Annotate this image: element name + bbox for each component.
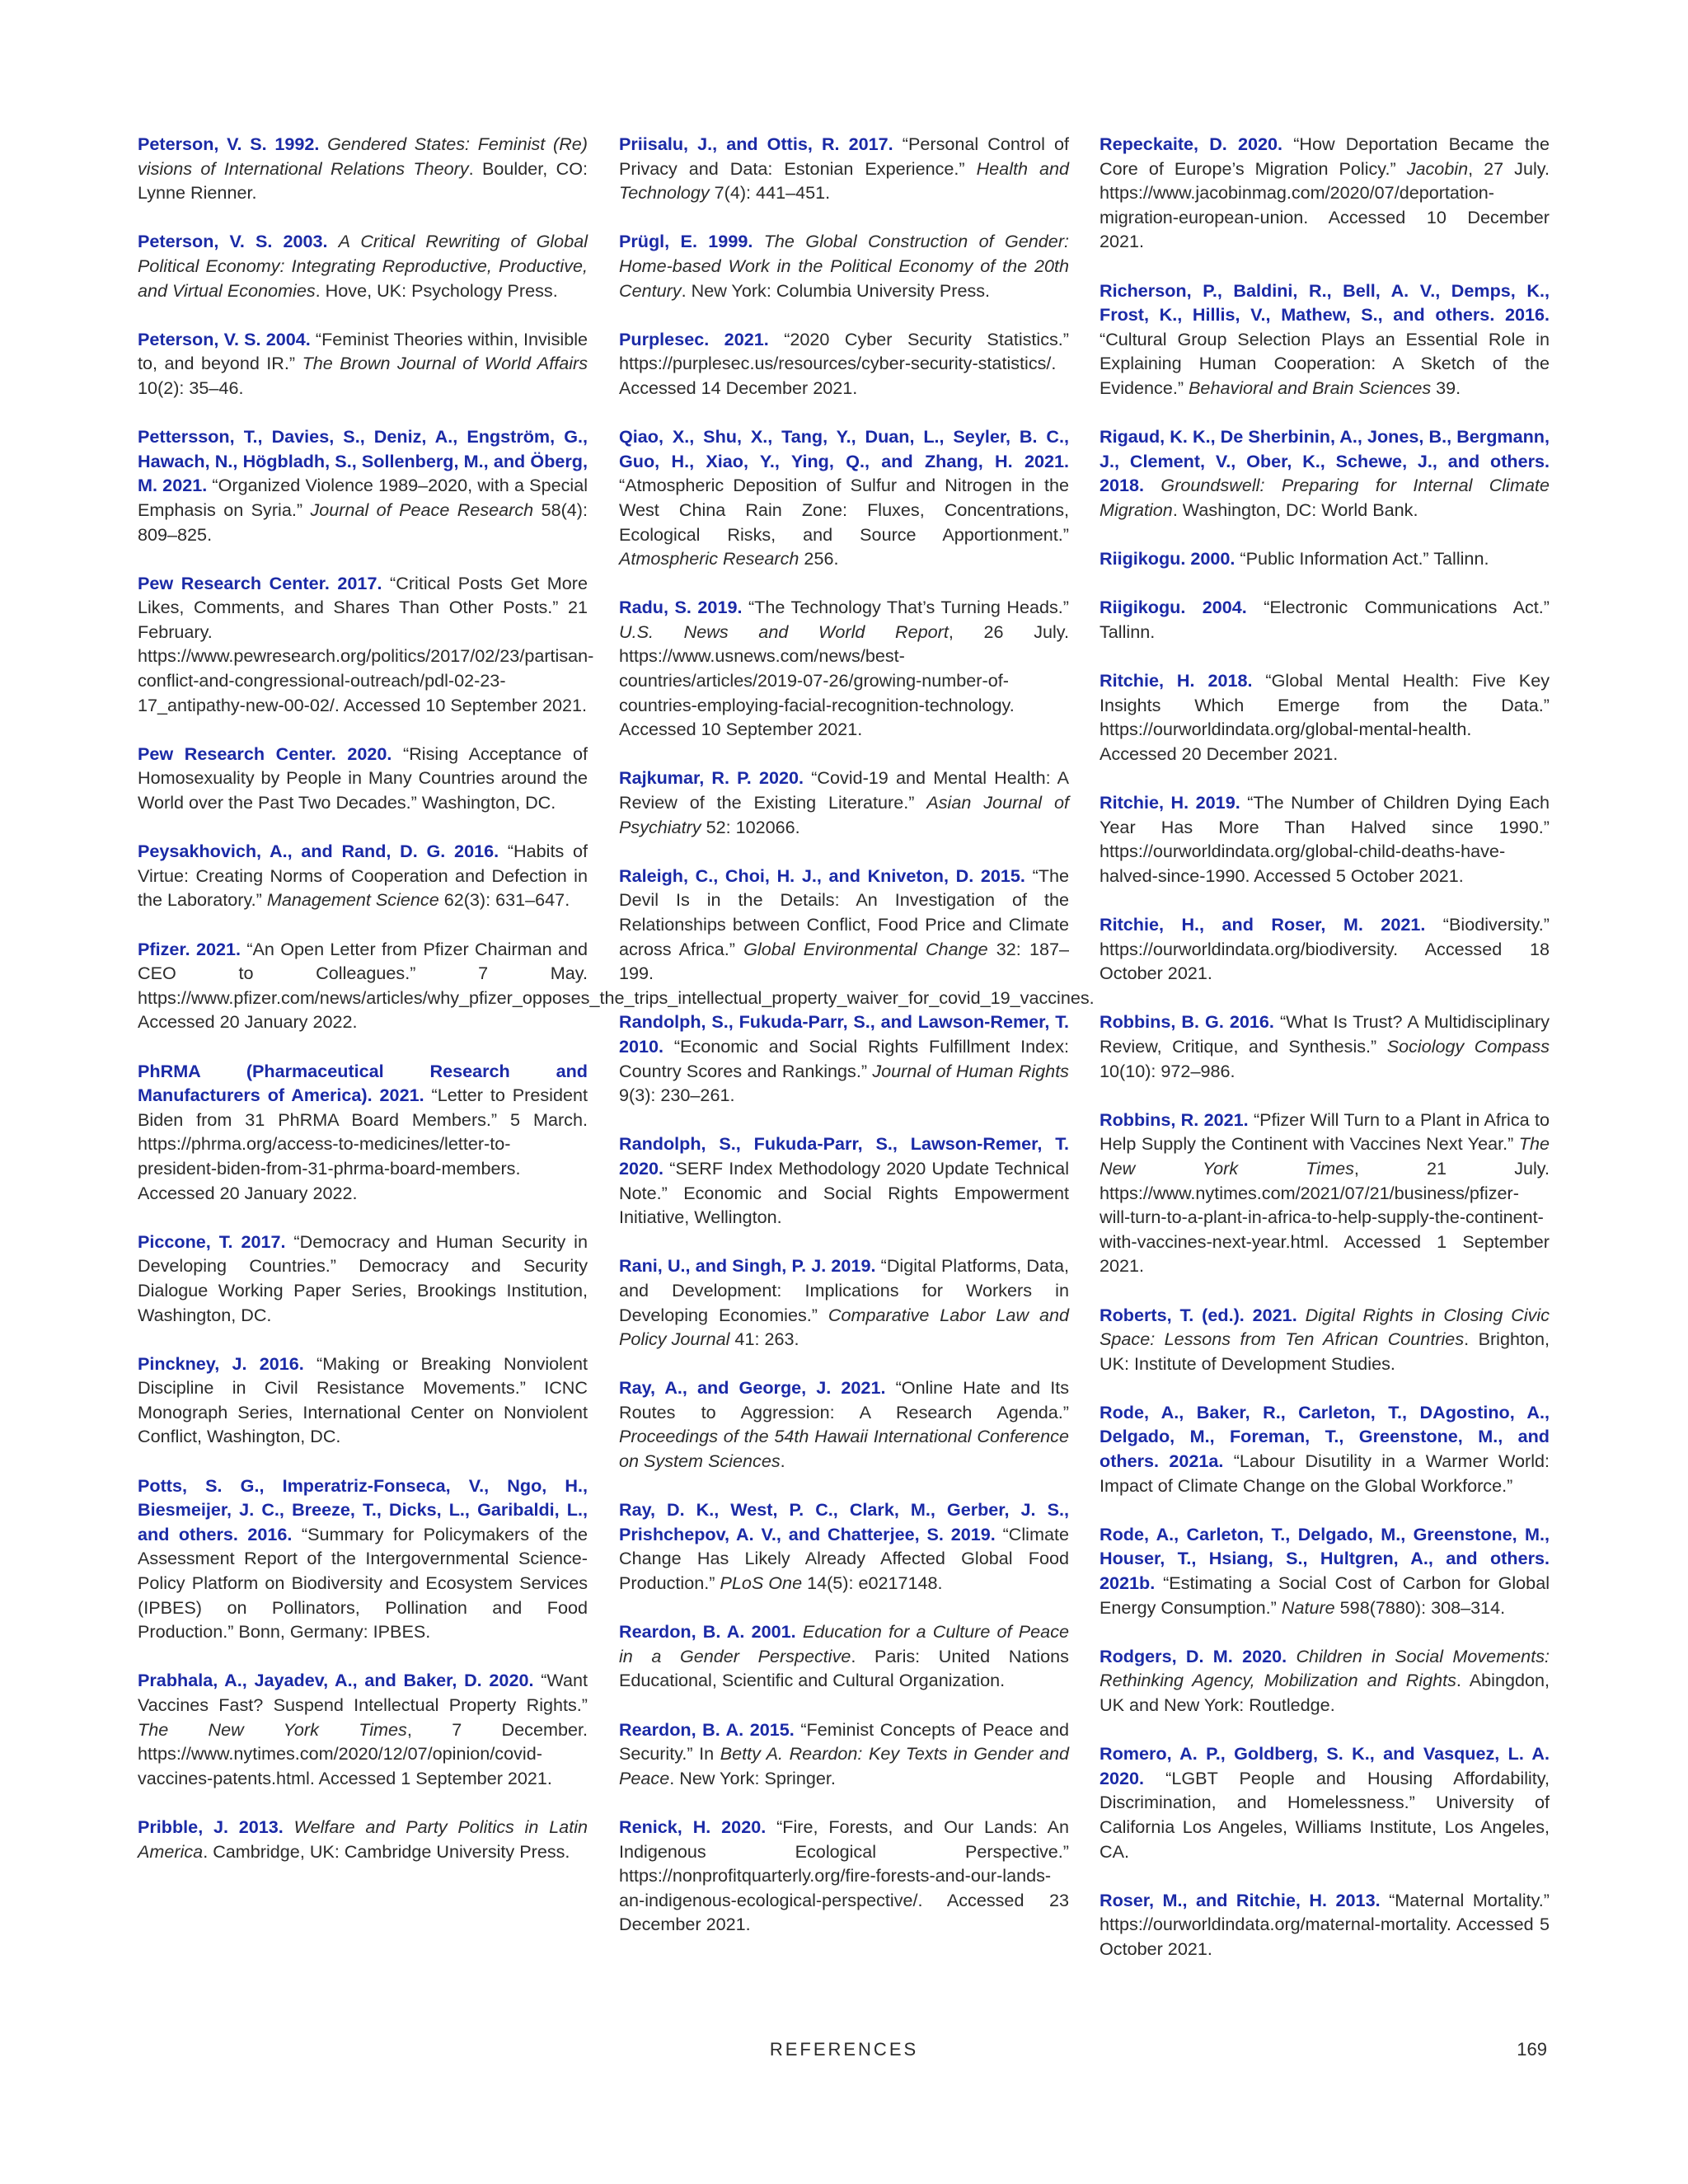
reference-title-italic: The New York Times xyxy=(1100,1133,1550,1179)
reference-text: 14(5): e0217148. xyxy=(802,1572,943,1594)
reference-entry xyxy=(138,424,588,546)
reference-entry xyxy=(619,327,1069,401)
reference-text: “Covid-19 and Mental Health: A Review of the Existing Literature.” xyxy=(619,767,1069,813)
reference-title-italic: Journal of Human Rights xyxy=(872,1060,1069,1081)
reference-author-year: Priisalu, J., and Ottis, R. 2017. xyxy=(619,134,893,154)
reference-text: “Digital Platforms, Data, and Development: Implications for Workers in Developing Economies.” xyxy=(619,1255,1069,1325)
reference-text: 9(3): 230–261. xyxy=(619,1085,735,1106)
reference-text: . New York: Springer. xyxy=(669,1767,836,1788)
reference-entry xyxy=(619,1619,1069,1693)
reference-title-italic: Behavioral and Brain Sciences xyxy=(1189,377,1432,398)
reference-title-italic: The Global Construction of Gender: Home-based Work in the Political Economy of the 20th Century xyxy=(619,231,1070,301)
reference-text: “An Open Letter from Pfizer Chairman and CEO to Colleagues.” 7 May. https://www.pfizer.com/news/articles/why_pfizer_opposes_the_trips_intellectual_property_waiver_for_covid_19_vaccines. Accessed 20 January 2022. xyxy=(138,938,1095,1033)
reference-text xyxy=(1297,1305,1306,1325)
reference-author-year: Rigaud, K. K., De Sherbinin, A., Jones, B., Bergmann, J., Clement, V., Ober, K., Schewe, J., and others. 2018. xyxy=(1100,426,1550,496)
reference-author-year: Radu, S. 2019. xyxy=(619,597,743,618)
reference-entry xyxy=(619,1815,1069,1937)
reference-entry xyxy=(1100,1400,1550,1497)
reference-title-italic: The New York Times xyxy=(138,1718,407,1740)
reference-title-italic: Digital Rights in Closing Civic Space: Lessons from Ten African Countries xyxy=(1100,1304,1550,1350)
reference-text: . Paris: United Nations Educational, Scientific and Cultural Organization. xyxy=(619,1645,1069,1691)
reference-author-year: Renick, H. 2020. xyxy=(619,1816,767,1837)
reference-text xyxy=(328,231,339,251)
running-footer-title: REFERENCES xyxy=(769,2039,919,2060)
reference-entry xyxy=(619,1132,1069,1229)
reference-entry xyxy=(138,1352,588,1449)
reference-text: 32: 187–199. xyxy=(619,938,1070,984)
reference-title-italic: Asian Journal of Psychiatry xyxy=(619,792,1069,837)
reference-author-year: Rajkumar, R. P. 2020. xyxy=(619,767,804,789)
reference-title-italic: Journal of Peace Research xyxy=(310,499,534,520)
reference-entry xyxy=(619,595,1069,742)
reference-text: 58(4): 809–825. xyxy=(138,499,588,545)
reference-author-year: Ray, A., and George, J. 2021. xyxy=(619,1377,886,1399)
reference-author-year: Peterson, V. S. 2003. xyxy=(138,231,328,252)
reference-text: . Washington, DC: World Bank. xyxy=(1172,499,1418,520)
reference-text: “LGBT People and Housing Affordability, Discrimination, and Homelessness.” University of California Los Angeles, Williams Institute, Los Angeles, CA. xyxy=(1100,1767,1550,1862)
reference-text: 39. xyxy=(1431,377,1461,398)
reference-text: “Fire, Forests, and Our Lands: An Indigenous Ecological Perspective.” https://nonprofitquarterly.org/fire-forests-and-our-lands-an-indigenous-ecological-perspective/. Accessed 23 December 2021. xyxy=(619,1816,1069,1935)
reference-entry xyxy=(1100,1010,1550,1083)
reference-text: “Economic and Social Rights Fulfillment Index: Country Scores and Rankings.” xyxy=(619,1035,1069,1081)
reference-author-year: Repeckaite, D. 2020. xyxy=(1100,134,1283,154)
reference-title-italic: PLoS One xyxy=(720,1572,803,1594)
reference-text: “How Deportation Became the Core of Europe’s Migration Policy.” xyxy=(1100,134,1550,179)
reference-text: 7(4): 441–451. xyxy=(709,182,831,204)
reference-author-year: Pinckney, J. 2016. xyxy=(138,1352,304,1374)
reference-text: “Summary for Policymakers of the Assessment Report of the Intergovernmental Science-Policy Platform on Biodiversity and Ecosystem Services (IPBES) on Pollinators, Pollination and Food Production.” Bonn, Germany: IPBES. xyxy=(138,1523,588,1643)
reference-text: “Online Hate and Its Routes to Aggression: A Research Agenda.” xyxy=(619,1377,1069,1422)
reference-text: “Labour Disutility in a Warmer World: Impact of Climate Change on the Global Workforce.” xyxy=(1100,1451,1550,1496)
reference-text: . Hove, UK: Psychology Press. xyxy=(315,279,558,301)
reference-entry xyxy=(619,132,1069,205)
reference-text: “Habits of Virtue: Creating Norms of Cooperation and Defection in the Laboratory.” xyxy=(138,841,588,911)
reference-entry xyxy=(619,864,1069,986)
reference-author-year: Raleigh, C., Choi, H. J., and Kniveton, D. 2015. xyxy=(619,865,1025,886)
reference-text: . Brighton, UK: Institute of Development Studies. xyxy=(1100,1329,1550,1374)
reference-text: “The Devil Is in the Details: An Investigation of the Relationships between Conflict, Food Price and Climate across Africa.” xyxy=(619,865,1069,959)
reference-text: 598(7880): 308–314. xyxy=(1334,1596,1506,1618)
reference-text xyxy=(284,1816,294,1837)
reference-entry xyxy=(1100,1108,1550,1278)
reference-text: “Feminist Concepts of Peace and Security.” In xyxy=(619,1718,1069,1765)
reference-entry xyxy=(138,1474,588,1644)
reference-text: , 27 July. https://www.jacobinmag.com/2020/07/deportation-migration-european-union. Accessed 10 December 2021. xyxy=(1100,157,1550,252)
reference-text: “Climate Change Has Likely Already Affected Global Food Production.” xyxy=(619,1523,1069,1594)
reference-text: “Critical Posts Get More Likes, Comments, and Shares Than Other Posts.” 21 February. https://www.pewresearch.org/politics/2017/02/23/partisan-conflict-and-congressional-outreach/pdl-02-23-17_antipathy-new-00-02/. Accessed 10 September 2021. xyxy=(138,572,594,715)
reference-author-year: Piccone, T. 2017. xyxy=(138,1230,286,1252)
reference-entry xyxy=(138,839,588,912)
reference-entry xyxy=(1100,595,1550,644)
reference-text: “Maternal Mortality.” https://ourworldindata.org/maternal-mortality. Accessed 5 October 2021. xyxy=(1100,1889,1550,1959)
reference-text: “Rising Acceptance of Homosexuality by People in Many Countries around the World over the Past Two Decades.” Washington, DC. xyxy=(138,743,588,813)
reference-text: “Organized Violence 1989–2020, with a Special Emphasis on Syria.” xyxy=(138,475,588,520)
reference-author-year: Pfizer. 2021. xyxy=(138,938,241,959)
reference-author-year: Pew Research Center. 2020. xyxy=(138,743,392,764)
reference-author-year: Reardon, B. A. 2001. xyxy=(619,1621,796,1643)
reference-title-italic: U.S. News and World Report xyxy=(619,621,949,642)
reference-text: “What Is Trust? A Multidisciplinary Review, Critique, and Synthesis.” xyxy=(1100,1011,1550,1057)
reference-text: “2020 Cyber Security Statistics.” https://purplesec.us/resources/cyber-security-statistics/. Accessed 14 December 2021. xyxy=(619,328,1070,398)
reference-text: 52: 102066. xyxy=(701,816,800,837)
reference-entry xyxy=(619,1718,1069,1791)
reference-author-year: Rodgers, D. M. 2020. xyxy=(1100,1645,1287,1666)
reference-text xyxy=(319,134,327,154)
reference-title-italic: Betty A. Reardon: Key Texts in Gender and Peace xyxy=(619,1743,1069,1788)
reference-author-year: Robbins, R. 2021. xyxy=(1100,1108,1249,1130)
reference-text xyxy=(753,231,763,251)
reference-text: “Letter to President Biden from 31 PhRMA Board Members.” 5 March. https://phrma.org/access-to-medicines/letter-to-president-biden-from-31-phrma-board-members. Accessed 20 January 2022. xyxy=(138,1085,588,1203)
reference-title-italic: Atmospheric Research xyxy=(619,548,799,569)
reference-entry xyxy=(1100,132,1550,254)
reference-text xyxy=(796,1621,803,1642)
reference-author-year: Rode, A., Carleton, T., Delgado, M., Greenstone, M., Houser, T., Hsiang, S., Hultgren, A., and others. 2021b. xyxy=(1100,1523,1550,1594)
reference-text: “Estimating a Social Cost of Carbon for Global Energy Consumption.” xyxy=(1100,1572,1550,1618)
reference-entry xyxy=(619,424,1069,571)
reference-text: “Public Information Act.” Tallinn. xyxy=(1235,548,1489,569)
reference-title-italic: Comparative Labor Law and Policy Journal xyxy=(619,1304,1069,1350)
reference-text: . Boulder, CO: Lynne Rienner. xyxy=(138,157,588,204)
reference-author-year: Romero, A. P., Goldberg, S. K., and Vasquez, L. A. 2020. xyxy=(1100,1743,1550,1788)
reference-author-year: Riigikogu. 2004. xyxy=(1100,597,1247,618)
reference-column-2 xyxy=(619,132,1069,1961)
reference-column-3 xyxy=(1100,132,1550,1985)
reference-title-italic: Health and Technology xyxy=(619,157,1070,204)
reference-entry xyxy=(1100,1522,1550,1619)
reference-entry xyxy=(1100,668,1550,766)
reference-entry xyxy=(1100,1644,1550,1718)
reference-author-year: Reardon, B. A. 2015. xyxy=(619,1718,795,1740)
reference-text: 10(10): 972–986. xyxy=(1100,1060,1236,1081)
reference-entry xyxy=(138,1668,588,1790)
reference-entry xyxy=(1100,424,1550,522)
reference-text: “Atmospheric Deposition of Sulfur and Nitrogen in the West China Rain Zone: Fluxes, Concentrations, Ecological Risks, and Source Apportionment.” xyxy=(619,475,1069,545)
reference-entry xyxy=(1100,1741,1550,1863)
reference-text: “Feminist Theories within, Invisible to, and beyond IR.” xyxy=(138,328,588,374)
reference-title-italic: Groundswell: Preparing for Internal Climate Migration xyxy=(1100,475,1550,520)
reference-text: “Personal Control of Privacy and Data: Estonian Experience.” xyxy=(619,134,1069,179)
reference-author-year: Pettersson, T., Davies, S., Deniz, A., Engström, G., Hawach, N., Högbladh, S., Sollenberg, M., and Öberg, M. 2021. xyxy=(138,426,588,496)
reference-author-year: Roser, M., and Ritchie, H. 2013. xyxy=(1100,1889,1381,1910)
reference-entry xyxy=(138,571,594,718)
reference-text: “Electronic Communications Act.” Tallinn. xyxy=(1100,597,1550,642)
reference-entry xyxy=(619,1376,1069,1473)
reference-author-year: Richerson, P., Baldini, R., Bell, A. V., Demps, K., Frost, K., Hillis, V., Mathew, S., and others. 2016. xyxy=(1100,279,1550,326)
reference-author-year: Robbins, B. G. 2016. xyxy=(1100,1011,1274,1033)
reference-author-year: Rode, A., Baker, R., Carleton, T., DAgostino, A., Delgado, M., Foreman, T., Greenstone, M., and others. 2021a. xyxy=(1100,1401,1550,1472)
reference-text: . Cambridge, UK: Cambridge University Press. xyxy=(203,1840,570,1862)
reference-title-italic: A Critical Rewriting of Global Political Economy: Integrating Reproductive, Productive, and Virtual Economies xyxy=(138,231,588,301)
reference-author-year: Peterson, V. S. 1992. xyxy=(138,134,320,154)
reference-text: . xyxy=(780,1451,785,1472)
reference-title-italic: Nature xyxy=(1281,1596,1335,1618)
reference-text: “Want Vaccines Fast? Suspend Intellectual Property Rights.” xyxy=(138,1670,588,1715)
reference-text: “Biodiversity.” https://ourworldindata.org/biodiversity. Accessed 18 October 2021. xyxy=(1100,914,1550,984)
reference-title-italic: Management Science xyxy=(266,889,439,911)
reference-entry xyxy=(138,327,588,401)
reference-author-year: Purplesec. 2021. xyxy=(619,328,769,349)
reference-entry xyxy=(1100,1303,1550,1376)
reference-author-year: Rani, U., and Singh, P. J. 2019. xyxy=(619,1255,876,1277)
reference-text: “SERF Index Methodology 2020 Update Technical Note.” Economic and Social Rights Empowerment Initiative, Wellington. xyxy=(619,1157,1069,1228)
reference-author-year: Ray, D. K., West, P. C., Clark, M., Gerber, J. S., Prishchepov, A. V., and Chatterjee, S. 2019. xyxy=(619,1499,1069,1544)
reference-author-year: Prabhala, A., Jayadev, A., and Baker, D. 2020. xyxy=(138,1670,534,1691)
reference-author-year: Peterson, V. S. 2004. xyxy=(138,328,311,349)
reference-text: , 26 July. https://www.usnews.com/news/best-countries/articles/2019-07-26/growing-number-of-countries-employing-facial-recognition-technology. Accessed 10 September 2021. xyxy=(619,621,1069,740)
reference-entry xyxy=(1100,279,1550,401)
reference-entry xyxy=(619,1010,1069,1107)
reference-text: . Abingdon, UK and New York: Routledge. xyxy=(1100,1670,1550,1715)
reference-text: 41: 263. xyxy=(729,1329,799,1350)
reference-entry xyxy=(619,1254,1069,1351)
reference-author-year: Randolph, S., Fukuda-Parr, S., Lawson-Remer, T. 2020. xyxy=(619,1133,1069,1179)
reference-text: . New York: Columbia University Press. xyxy=(681,279,991,301)
reference-author-year: Prügl, E. 1999. xyxy=(619,231,753,252)
reference-entry xyxy=(619,766,1069,839)
reference-text: “Cultural Group Selection Plays an Essential Role in Explaining Human Cooperation: A Sketch of the Evidence.” xyxy=(1100,328,1550,398)
reference-text: “The Technology That’s Turning Heads.” xyxy=(742,597,1069,618)
reference-author-year: Potts, S. G., Imperatriz-Fonseca, V., Ngo, H., Biesmeijer, J. C., Breeze, T., Dicks, L., Garibaldi, L., and others. 2016. xyxy=(138,1474,588,1544)
reference-text: “Pfizer Will Turn to a Plant in Africa to Help Supply the Continent with Vaccines Next Year.” xyxy=(1100,1108,1550,1155)
reference-entry xyxy=(138,229,588,302)
reference-text: 256. xyxy=(799,548,839,569)
reference-author-year: Randolph, S., Fukuda-Parr, S., and Lawson-Remer, T. 2010. xyxy=(619,1011,1069,1057)
reference-entry xyxy=(138,1059,588,1206)
reference-author-year: Ritchie, H., and Roser, M. 2021. xyxy=(1100,914,1426,935)
reference-entry xyxy=(619,229,1069,302)
reference-author-year: Pew Research Center. 2017. xyxy=(138,572,382,593)
reference-text: , 21 July. https://www.nytimes.com/2021/07/21/business/pfizer-will-turn-to-a-plant-in-africa-to-help-supply-the-continent-with-vaccines-next-year.html. Accessed 1 September 2021. xyxy=(1100,1157,1550,1277)
reference-entry xyxy=(138,1230,588,1327)
reference-title-italic: The Brown Journal of World Affairs xyxy=(302,353,588,374)
reference-text: “Making or Breaking Nonviolent Discipline in Civil Resistance Movements.” ICNC Monograph Series, International Center on Nonviolent Conflict, Washington, DC. xyxy=(138,1352,588,1447)
reference-entry xyxy=(138,132,588,205)
reference-text xyxy=(1287,1646,1296,1666)
reference-author-year: Ritchie, H. 2019. xyxy=(1100,792,1240,813)
reference-author-year: PhRMA (Pharmaceutical Research and Manufacturers of America). 2021. xyxy=(138,1060,588,1106)
reference-title-italic: Children in Social Movements: Rethinking Agency, Mobilization and Rights xyxy=(1100,1645,1550,1691)
reference-entry xyxy=(1100,1888,1550,1961)
reference-title-italic: Sociology Compass xyxy=(1386,1035,1550,1057)
reference-author-year: Pribble, J. 2013. xyxy=(138,1816,284,1837)
reference-author-year: Qiao, X., Shu, X., Tang, Y., Duan, L., Seyler, B. C., Guo, H., Xiao, Y., Ying, Q., and Zhang, H. 2021. xyxy=(619,426,1069,471)
reference-author-year: Ritchie, H. 2018. xyxy=(1100,670,1253,691)
reference-entry xyxy=(138,1815,588,1863)
reference-entry xyxy=(138,742,588,815)
reference-title-italic: Global Environmental Change xyxy=(743,938,988,959)
reference-entry xyxy=(619,1497,1069,1595)
reference-entry xyxy=(1100,912,1550,986)
reference-text: “Democracy and Human Security in Developing Countries.” Democracy and Security Dialogue Working Paper Series, Brookings Institution, Washington, DC. xyxy=(138,1230,588,1325)
reference-text: , 7 December. https://www.nytimes.com/2020/12/07/opinion/covid-vaccines-patents.html. Accessed 1 September 2021. xyxy=(138,1718,588,1788)
reference-text: 10(2): 35–46. xyxy=(138,377,244,398)
reference-text: 62(3): 631–647. xyxy=(438,889,570,911)
reference-author-year: Roberts, T. (ed.). 2021. xyxy=(1100,1304,1297,1325)
page-number: 169 xyxy=(1517,2039,1547,2060)
reference-title-italic: Jacobin xyxy=(1406,157,1469,179)
reference-title-italic: Proceedings of the 54th Hawaii International Conference on System Sciences xyxy=(619,1426,1069,1472)
reference-title-italic: Education for a Culture of Peace in a Gender Perspective xyxy=(619,1621,1069,1666)
reference-text: “Global Mental Health: Five Key Insights Which Emerge from the Data.” https://ourworldindata.org/global-mental-health. Accessed 20 December 2021. xyxy=(1100,670,1550,764)
reference-title-italic: Welfare and Party Politics in Latin America xyxy=(138,1816,588,1862)
reference-entry xyxy=(1100,790,1550,888)
reference-author-year: Riigikogu. 2000. xyxy=(1100,548,1236,569)
reference-text: “The Number of Children Dying Each Year Has More Than Halved since 1990.” https://ourworldindata.org/global-child-deaths-have-halved-since-1990. Accessed 5 October 2021. xyxy=(1100,792,1550,886)
reference-title-italic: Gendered States: Feminist (Re) visions of International Relations Theory xyxy=(138,134,588,179)
reference-text xyxy=(1144,475,1160,495)
reference-author-year: Peysakhovich, A., and Rand, D. G. 2016. xyxy=(138,841,499,862)
reference-entry xyxy=(1100,546,1550,571)
